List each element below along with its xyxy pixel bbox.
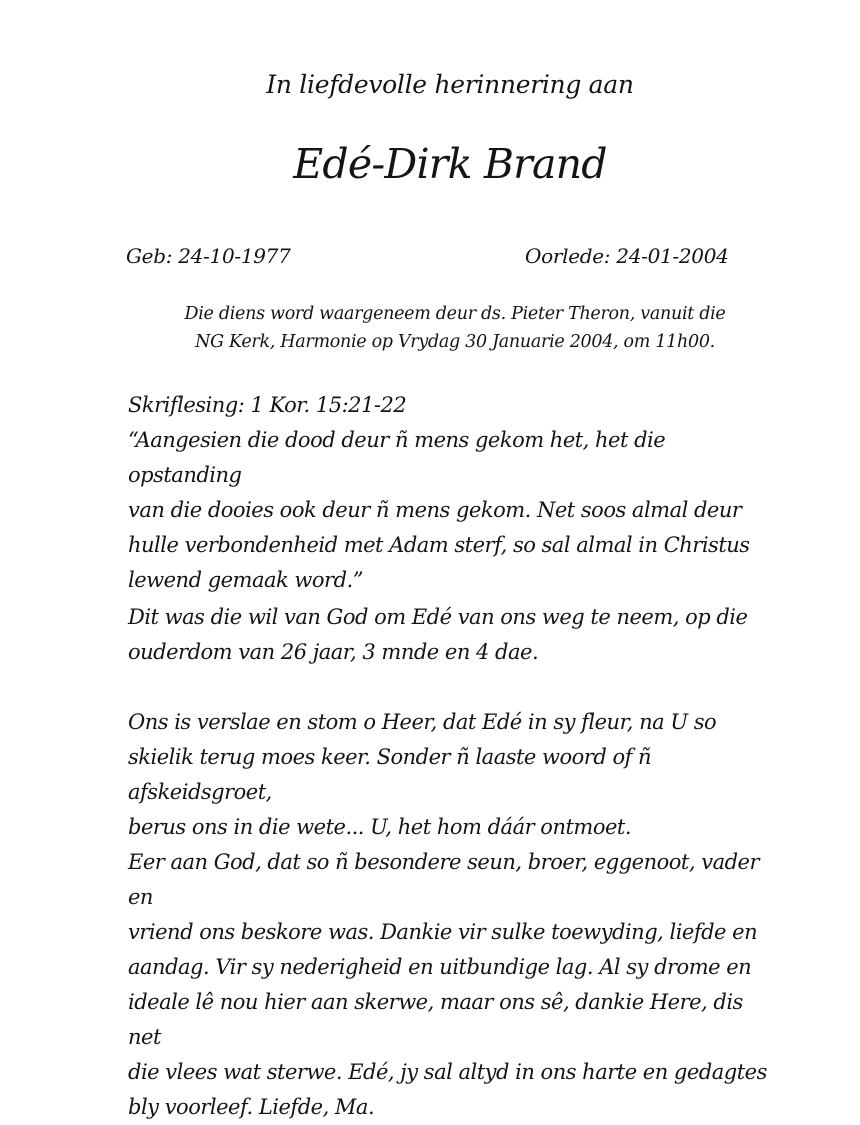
birth-date: Geb: 24-10-1977 (126, 244, 291, 268)
scripture-quote (128, 423, 778, 598)
quote-line: hulle verbondenheid met Adam sterf, so sal almal in Christus (128, 533, 750, 557)
paragraph-line: ouderdom van 26 jaar, 3 mnde en 4 dae. (128, 640, 539, 664)
paragraph-line: Ons is verslae en stom o Heer, dat Edé in sy fleur, na U so (128, 710, 717, 734)
paragraph-line: berus ons in die wete... U, het hom dáár ontmoet. (128, 815, 632, 839)
death-date: Oorlede: 24-01-2004 (525, 244, 729, 268)
service-details (170, 300, 740, 356)
scripture-reference: Skriflesing: 1 Kor. 15:21-22 (128, 393, 407, 417)
paragraph-tribute (128, 845, 778, 1125)
paragraph-line: vriend ons beskore was. Dankie vir sulke toewyding, liefde en (128, 920, 758, 944)
paragraph-gods-will (128, 600, 778, 670)
paragraph-grief (128, 705, 778, 845)
deceased-name: Edé-Dirk Brand (293, 140, 607, 188)
paragraph-line: Dit was die wil van God om Edé van ons weg te neem, op die (128, 605, 748, 629)
paragraph-line: ideale lê nou hier aan skerwe, maar ons sê, dankie Here, dis net (128, 990, 743, 1049)
paragraph-line: die vlees wat sterwe. Edé, jy sal altyd in ons harte en gedagtes (128, 1060, 767, 1084)
paragraph-line: aandag. Vir sy nederigheid en uitbundige lag. Al sy drome en (128, 955, 752, 979)
service-line: Die diens word waargeneem deur ds. Pieter Theron, vanuit die (184, 304, 726, 324)
quote-line: van die dooies ook deur ñ mens gekom. Net soos almal deur (128, 498, 742, 522)
paragraph-line: skielik terug moes keer. Sonder ñ laaste woord of ñ afskeidsgroet, (128, 745, 652, 804)
paragraph-line: bly voorleef. Liefde, Ma. (128, 1095, 375, 1119)
paragraph-line: Eer aan God, dat so ñ besondere seun, broer, eggenoot, vader en (128, 850, 759, 909)
quote-line: “Aangesien die dood deur ñ mens gekom het, het die opstanding (128, 428, 666, 487)
memorial-heading: In liefdevolle herinnering aan (266, 70, 634, 99)
quote-line: lewend gemaak word.” (128, 568, 363, 592)
service-line: NG Kerk, Harmonie op Vrydag 30 Januarie 2004, om 11h00. (195, 332, 715, 352)
